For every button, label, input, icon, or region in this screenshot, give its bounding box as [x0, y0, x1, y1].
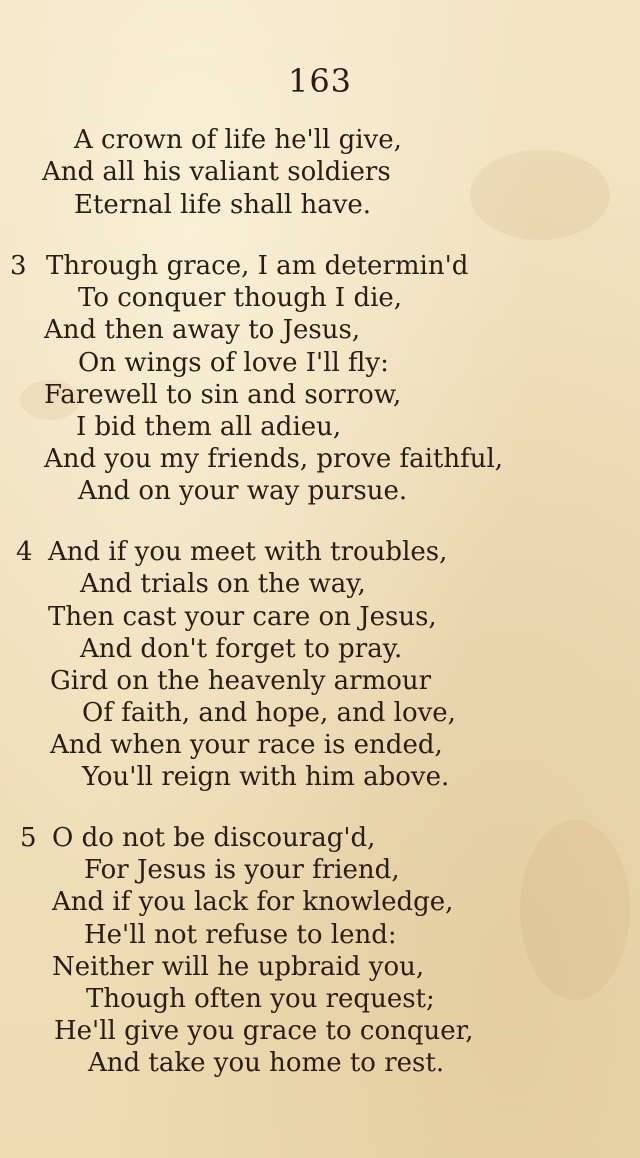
- verse-line: And then away to Jesus,: [44, 315, 361, 345]
- verse-line: A crown of life he'll give,: [74, 125, 402, 155]
- paper-stain: [470, 150, 610, 240]
- stanza-number: 5: [20, 823, 37, 853]
- verse-line: O do not be discourag'd,: [52, 823, 376, 853]
- verse-line: On wings of love I'll fly:: [78, 348, 389, 378]
- paper-stain: [520, 820, 630, 1000]
- verse-line: He'll give you grace to conquer,: [54, 1016, 474, 1046]
- verse-line: Through grace, I am determin'd: [46, 251, 469, 281]
- verse-line: And don't forget to pray.: [80, 634, 403, 664]
- stanza-number: 3: [10, 251, 27, 281]
- verse-line: And if you meet with troubles,: [48, 537, 448, 567]
- verse-line: And when your race is ended,: [50, 730, 443, 760]
- verse-line: Eternal life shall have.: [74, 190, 372, 220]
- verse-line: Neither will he upbraid you,: [52, 952, 425, 982]
- verse-line: To conquer though I die,: [78, 283, 403, 313]
- verse-line: You'll reign with him above.: [82, 762, 450, 792]
- verse-line: And you my friends, prove faithful,: [44, 444, 504, 474]
- verse-line: And take you home to rest.: [88, 1048, 445, 1078]
- verse-line: Though often you request;: [86, 984, 435, 1014]
- verse-line: For Jesus is your friend,: [84, 855, 400, 885]
- verse-line: And on your way pursue.: [78, 476, 408, 506]
- verse-line: I bid them all adieu,: [76, 412, 342, 442]
- verse-line: Of faith, and hope, and love,: [82, 698, 456, 728]
- verse-line: And if you lack for knowledge,: [52, 887, 454, 917]
- verse-line: He'll not refuse to lend:: [84, 920, 397, 950]
- stanza-number: 4: [16, 537, 33, 567]
- verse-line: Then cast your care on Jesus,: [48, 602, 437, 632]
- verse-line: And trials on the way,: [80, 569, 366, 599]
- verse-line: Farewell to sin and sorrow,: [44, 380, 402, 410]
- verse-line: And all his valiant soldiers: [42, 157, 391, 187]
- page-number: 163: [287, 62, 353, 100]
- verse-line: Gird on the heavenly armour: [50, 666, 432, 696]
